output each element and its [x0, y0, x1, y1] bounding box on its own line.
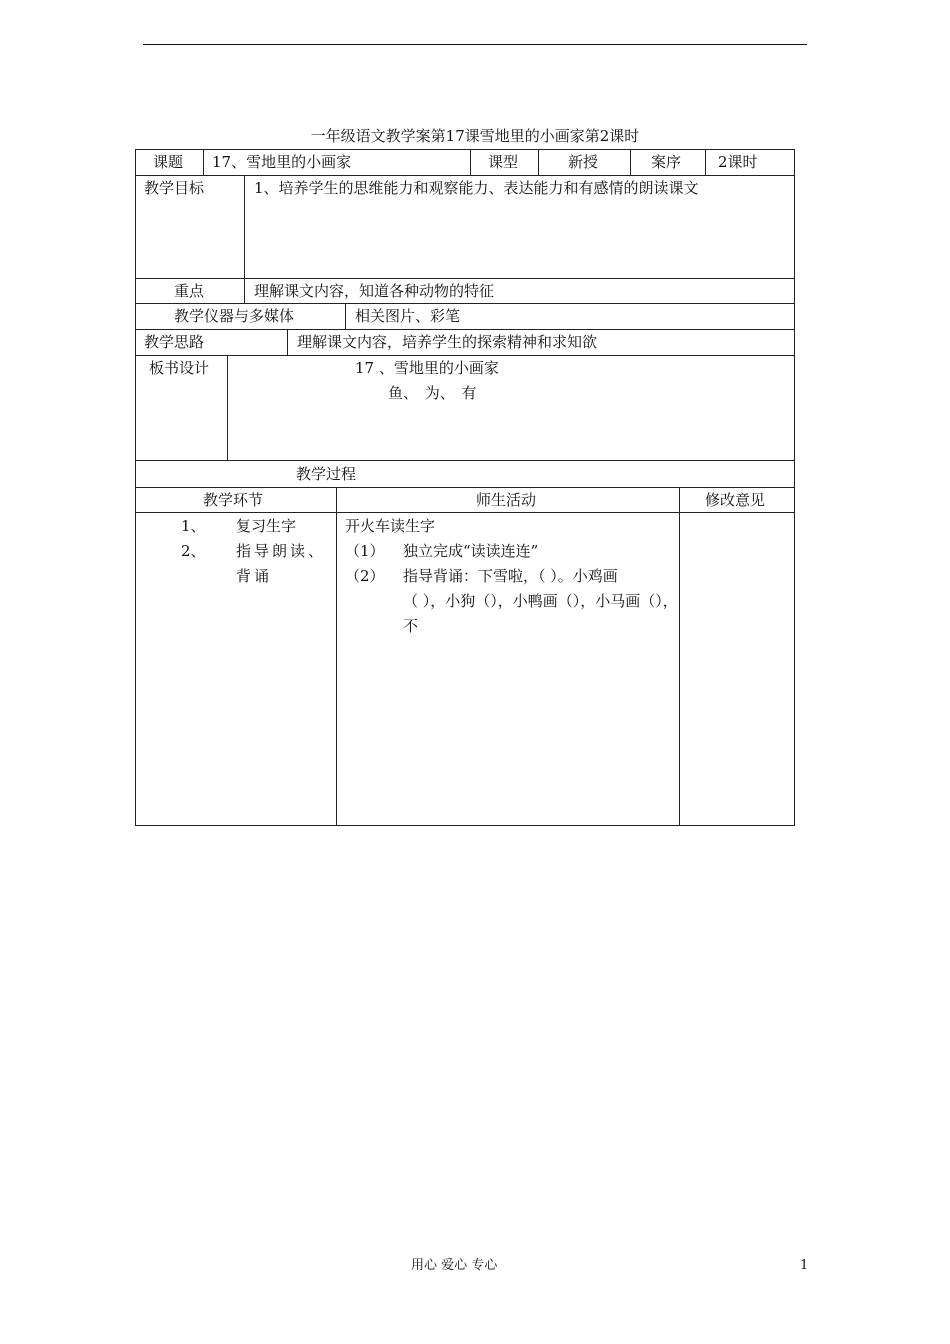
- document-title: 一年级语文教学案第17课雪地里的小画家第2课时: [310, 127, 640, 145]
- activity-item-number: （2）: [345, 567, 385, 585]
- activity-line: 开火车读生字: [345, 517, 436, 535]
- cell-divider: [705, 149, 706, 175]
- cell-divider: [336, 487, 337, 826]
- activity-item-continuation: 不: [403, 617, 419, 635]
- cell-divider: [470, 149, 471, 175]
- goals-value: 1、培养学生的思维能力和观察能力、表达能力和有感情的朗读课文: [254, 179, 699, 197]
- process-col-notes: 修改意见: [705, 491, 766, 509]
- process-col-activity: 师生活动: [476, 491, 537, 509]
- row-divider: [135, 355, 795, 356]
- cell-divider: [679, 487, 680, 826]
- type-label: 课型: [488, 153, 519, 171]
- activity-item-number: （1）: [345, 542, 385, 560]
- topic-value: 17、雪地里的小画家: [212, 153, 352, 171]
- row-divider: [135, 329, 795, 330]
- row-divider: [135, 460, 795, 461]
- step-text: 复习生字: [236, 517, 297, 535]
- cell-divider: [345, 303, 346, 329]
- table-border-left: [135, 149, 136, 826]
- cell-divider: [244, 175, 245, 303]
- step-text: 指导朗读、: [236, 542, 327, 560]
- type-value: 新授: [568, 153, 599, 171]
- topic-label: 课题: [153, 153, 184, 171]
- approach-value: 理解课文内容，培养学生的探索精神和求知欲: [297, 333, 598, 351]
- row-divider: [135, 487, 795, 488]
- row-divider: [135, 175, 795, 176]
- board-label: 板书设计: [149, 359, 210, 377]
- step-text: 背诵: [236, 567, 273, 585]
- cell-divider: [227, 355, 228, 460]
- table-border-top: [135, 149, 795, 150]
- activity-item-text: 指导背诵：下雪啦，（ ）。小鸡画: [403, 567, 618, 585]
- activity-item-continuation: （ ），小狗（），小鸭画（），小马画（），: [403, 592, 678, 610]
- process-heading: 教学过程: [296, 465, 357, 483]
- header-rule: [143, 44, 807, 45]
- goals-label: 教学目标: [144, 179, 205, 197]
- cell-divider: [287, 329, 288, 355]
- media-label: 教学仪器与多媒体: [174, 307, 295, 325]
- table-border-bottom: [135, 825, 795, 826]
- focus-value: 理解课文内容，知道各种动物的特征: [254, 282, 495, 300]
- footer-motto: 用心 爱心 专心: [411, 1258, 498, 1273]
- cell-divider: [538, 149, 539, 175]
- process-col-steps: 教学环节: [203, 491, 264, 509]
- focus-label: 重点: [174, 282, 205, 300]
- page-number: 1: [800, 1258, 809, 1273]
- row-divider: [135, 303, 795, 304]
- row-divider: [135, 512, 795, 513]
- cell-divider: [203, 149, 204, 175]
- table-border-right: [794, 149, 795, 826]
- cell-divider: [630, 149, 631, 175]
- case-value: 2课时: [718, 153, 758, 171]
- board-line-2: 鱼、 为、 有: [388, 384, 477, 402]
- step-number: 1、: [181, 517, 206, 535]
- activity-item-text: 独立完成“读读连连”: [403, 542, 539, 560]
- case-label: 案序: [651, 153, 682, 171]
- media-value: 相关图片、彩笔: [355, 307, 461, 325]
- approach-label: 教学思路: [144, 333, 205, 351]
- row-divider: [135, 278, 795, 279]
- step-number: 2、: [181, 542, 206, 560]
- board-line-1: 17 、雪地里的小画家: [355, 359, 499, 377]
